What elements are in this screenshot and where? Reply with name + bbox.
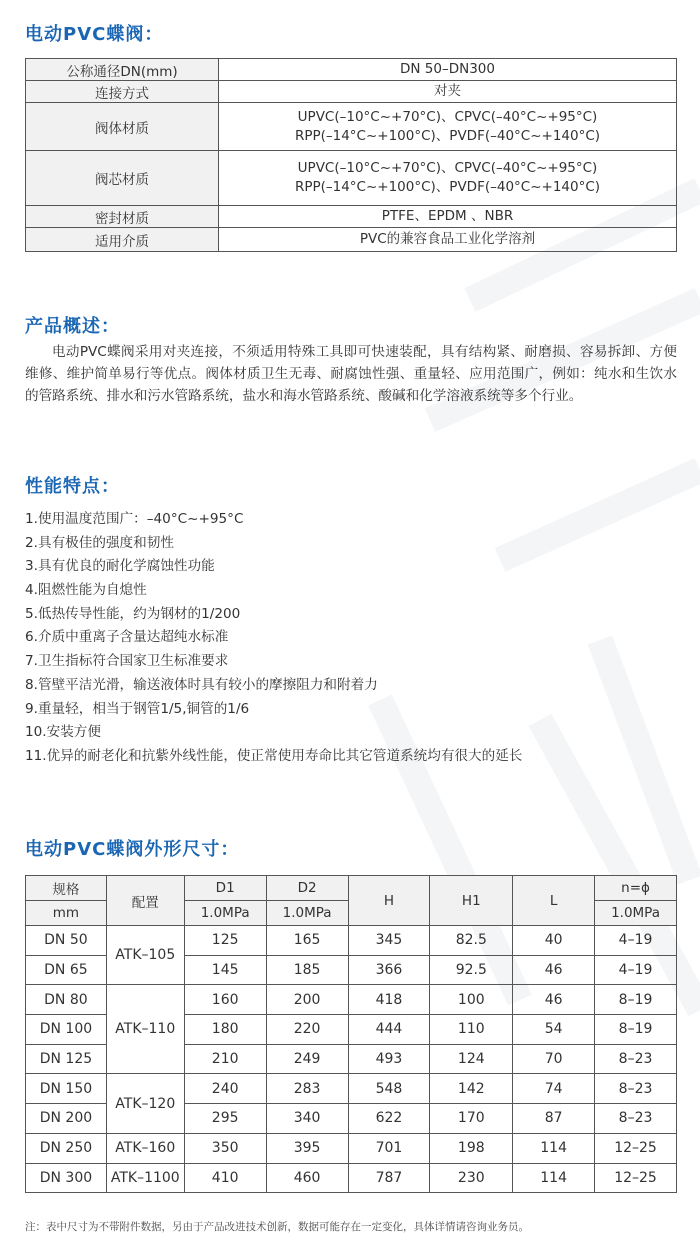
cell-h1: 100 bbox=[430, 985, 513, 1015]
spec-label: 阀芯材质 bbox=[26, 151, 219, 206]
spec-label: 密封材质 bbox=[26, 206, 219, 228]
cell-d1: 145 bbox=[184, 955, 266, 985]
cell-n: 12–25 bbox=[595, 1163, 677, 1193]
feature-item: 8.管壁平洁光滑，输送液体时具有较小的摩擦阻力和附着力 bbox=[25, 676, 378, 693]
cell-h1: 82.5 bbox=[430, 926, 513, 956]
spec-row-diameter bbox=[26, 59, 677, 81]
spec-label: 公称通径DN(mm) bbox=[26, 59, 219, 81]
header-spec: 规格 bbox=[26, 876, 107, 901]
cell-h1: 142 bbox=[430, 1074, 513, 1104]
cell-spec: DN 150 bbox=[26, 1074, 107, 1104]
feature-item: 7.卫生指标符合国家卫生标准要求 bbox=[25, 653, 229, 670]
spec-value: DN 50–DN300 bbox=[219, 59, 677, 81]
dimensions-title: 电动PVC蝶阀外形尺寸： bbox=[25, 839, 240, 860]
header-d2-pressure: 1.0MPa bbox=[266, 901, 348, 926]
header-l: L bbox=[513, 876, 595, 926]
footnote: 注：表中尺寸为不带附件数据，另由于产品改进技术创新，数据可能存在一定变化，具体详情请咨询业务员。 bbox=[25, 1221, 529, 1233]
cell-config: ATK–105 bbox=[106, 926, 184, 985]
cell-d2: 165 bbox=[266, 926, 348, 956]
spec-label: 连接方式 bbox=[26, 81, 219, 103]
spec-row-seal-material bbox=[26, 206, 677, 228]
header-d2: D2 bbox=[266, 876, 348, 901]
cell-config: ATK–110 bbox=[106, 985, 184, 1074]
cell-h: 345 bbox=[348, 926, 430, 956]
cell-n: 8–19 bbox=[595, 985, 677, 1015]
cell-h: 787 bbox=[348, 1163, 430, 1193]
cell-spec: DN 65 bbox=[26, 955, 107, 985]
cell-n: 8–23 bbox=[595, 1044, 677, 1074]
cell-h: 493 bbox=[348, 1044, 430, 1074]
cell-h: 548 bbox=[348, 1074, 430, 1104]
spec-value: 对夹 bbox=[219, 81, 677, 103]
cell-h1: 110 bbox=[430, 1015, 513, 1045]
cell-n: 8–19 bbox=[595, 1015, 677, 1045]
header-n: n=ϕ bbox=[595, 876, 677, 901]
feature-item: 4.阻燃性能为自熄性 bbox=[25, 582, 147, 599]
cell-config: ATK–160 bbox=[106, 1133, 184, 1163]
cell-d2: 249 bbox=[266, 1044, 348, 1074]
cell-d2: 460 bbox=[266, 1163, 348, 1193]
cell-d1: 160 bbox=[184, 985, 266, 1015]
feature-item: 10.安装方便 bbox=[25, 724, 101, 741]
cell-h1: 198 bbox=[430, 1133, 513, 1163]
cell-config: ATK–120 bbox=[106, 1074, 184, 1133]
cell-spec: DN 300 bbox=[26, 1163, 107, 1193]
table-row bbox=[26, 1133, 677, 1163]
spec-row-connection bbox=[26, 81, 677, 103]
cell-d1: 410 bbox=[184, 1163, 266, 1193]
header-n-pressure: 1.0MPa bbox=[595, 901, 677, 926]
cell-spec: DN 250 bbox=[26, 1133, 107, 1163]
spec-value: UPVC(–10°C~+70°C)、CPVC(–40°C~+95°C) RPP(–14°C~+100°C)、PVDF(–40°C~+140°C) bbox=[219, 151, 677, 206]
cell-d1: 210 bbox=[184, 1044, 266, 1074]
cell-h: 418 bbox=[348, 985, 430, 1015]
header-h: H bbox=[348, 876, 430, 926]
cell-l: 70 bbox=[513, 1044, 595, 1074]
feature-item: 9.重量轻，相当于钢管1/5,铜管的1/6 bbox=[25, 700, 250, 717]
cell-d2: 283 bbox=[266, 1074, 348, 1104]
spec-label: 阀体材质 bbox=[26, 103, 219, 151]
cell-d1: 295 bbox=[184, 1104, 266, 1134]
feature-item: 11.优异的耐老化和抗紫外线性能，使正常使用寿命比其它管道系统均有很大的延长 bbox=[25, 747, 523, 764]
dimensions-table bbox=[25, 875, 677, 1193]
header-d1-pressure: 1.0MPa bbox=[184, 901, 266, 926]
features-list bbox=[25, 508, 522, 769]
cell-d1: 350 bbox=[184, 1133, 266, 1163]
cell-l: 74 bbox=[513, 1074, 595, 1104]
spec-row-body-material bbox=[26, 103, 677, 151]
features-title: 性能特点： bbox=[25, 476, 120, 497]
cell-n: 8–23 bbox=[595, 1074, 677, 1104]
feature-item: 1.使用温度范围广：–40°C~+95°C bbox=[25, 511, 244, 527]
spec-label: 适用介质 bbox=[26, 228, 219, 252]
cell-d1: 125 bbox=[184, 926, 266, 956]
header-unit: mm bbox=[26, 901, 107, 926]
feature-item: 2.具有极佳的强度和韧性 bbox=[25, 534, 174, 551]
feature-item: 3.具有优良的耐化学腐蚀性功能 bbox=[25, 558, 215, 575]
header-row-1 bbox=[26, 876, 677, 901]
cell-spec: DN 100 bbox=[26, 1015, 107, 1045]
cell-d1: 240 bbox=[184, 1074, 266, 1104]
spec-value: PVC的兼容食品工业化学溶剂 bbox=[219, 228, 677, 252]
cell-h1: 92.5 bbox=[430, 955, 513, 985]
cell-l: 87 bbox=[513, 1104, 595, 1134]
cell-n: 12–25 bbox=[595, 1133, 677, 1163]
cell-l: 40 bbox=[513, 926, 595, 956]
feature-item: 5.低热传导性能，约为钢材的1/200 bbox=[25, 605, 241, 622]
table-row bbox=[26, 985, 677, 1015]
cell-n: 4–19 bbox=[595, 926, 677, 956]
spec-section-title: 电动PVC蝶阀： bbox=[25, 24, 164, 45]
overview-title: 产品概述： bbox=[25, 316, 120, 337]
cell-spec: DN 200 bbox=[26, 1104, 107, 1134]
cell-h: 444 bbox=[348, 1015, 430, 1045]
cell-d2: 185 bbox=[266, 955, 348, 985]
table-row bbox=[26, 1163, 677, 1193]
cell-d2: 340 bbox=[266, 1104, 348, 1134]
overview-text: 电动PVC蝶阀采用对夹连接，不须适用特殊工具即可快速装配，具有结构紧、耐磨损、容易拆卸、方便维修、维护简单易行等优点。阀体材质卫生无毒、耐腐蚀性强、重量轻、应用范围广，例如：纯水和生饮水的管路系统、排水和污水管路系统，盐水和海水管路系统、酸碱和化学溶液系统等多个行业。 bbox=[25, 344, 677, 404]
cell-n: 4–19 bbox=[595, 955, 677, 985]
cell-spec: DN 50 bbox=[26, 926, 107, 956]
cell-n: 8–23 bbox=[595, 1104, 677, 1134]
cell-config: ATK–1100 bbox=[106, 1163, 184, 1193]
spec-row-core-material bbox=[26, 151, 677, 206]
header-config: 配置 bbox=[106, 876, 184, 926]
cell-spec: DN 125 bbox=[26, 1044, 107, 1074]
cell-l: 54 bbox=[513, 1015, 595, 1045]
cell-h: 701 bbox=[348, 1133, 430, 1163]
cell-d2: 220 bbox=[266, 1015, 348, 1045]
cell-h: 366 bbox=[348, 955, 430, 985]
cell-l: 46 bbox=[513, 985, 595, 1015]
table-row bbox=[26, 1074, 677, 1104]
cell-d1: 180 bbox=[184, 1015, 266, 1045]
cell-d2: 395 bbox=[266, 1133, 348, 1163]
header-d1: D1 bbox=[184, 876, 266, 901]
spec-value: UPVC(–10°C~+70°C)、CPVC(–40°C~+95°C) RPP(–14°C~+100°C)、PVDF(–40°C~+140°C) bbox=[219, 103, 677, 151]
header-h1: H1 bbox=[430, 876, 513, 926]
cell-l: 114 bbox=[513, 1163, 595, 1193]
table-row bbox=[26, 926, 677, 956]
cell-h1: 170 bbox=[430, 1104, 513, 1134]
cell-spec: DN 80 bbox=[26, 985, 107, 1015]
spec-value: PTFE、EPDM 、NBR bbox=[219, 206, 677, 228]
spec-table bbox=[25, 58, 677, 252]
cell-h: 622 bbox=[348, 1104, 430, 1134]
cell-d2: 200 bbox=[266, 985, 348, 1015]
cell-l: 114 bbox=[513, 1133, 595, 1163]
cell-h1: 230 bbox=[430, 1163, 513, 1193]
cell-l: 46 bbox=[513, 955, 595, 985]
spec-row-medium bbox=[26, 228, 677, 252]
feature-item: 6.介质中重离子含量达超纯水标准 bbox=[25, 629, 229, 646]
cell-h1: 124 bbox=[430, 1044, 513, 1074]
